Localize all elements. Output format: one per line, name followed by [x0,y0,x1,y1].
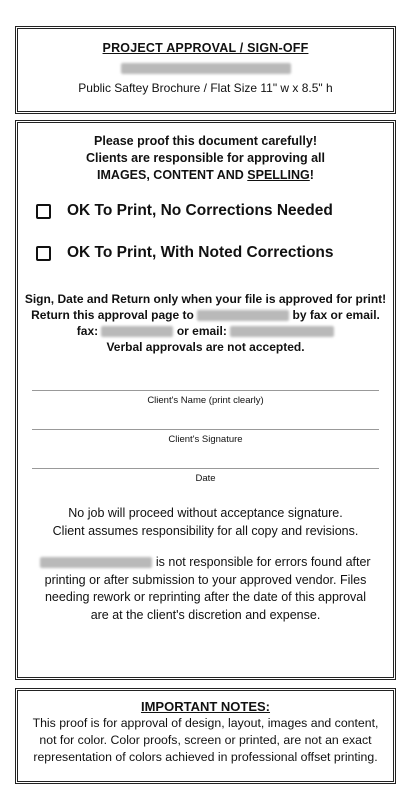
instruction-line-1: Sign, Date and Return only when your file is approved for print! [24,292,387,306]
date-label: Date [195,473,216,484]
client-name-label: Client's Name (print clearly) [147,395,264,406]
page-title: PROJECT APPROVAL / SIGN-OFF [102,41,309,55]
liability-disclaimer: is not responsible for errors found after printing or after submission to your approved vendor. Files needing rework or reprinting after the date of this approval are at the client's discretion and expense. [18,554,393,624]
return-instructions: Sign, Date and Return only when your file is approved for print! Return this approval page to by fax or email. fax: or email: Verbal approvals are not accepted. [18,291,393,355]
proof-line-3: IMAGES, CONTENT AND [97,168,248,182]
proof-line-2: Clients are responsible for approving all [86,151,325,165]
client-signature-label: Client's Signature [168,434,243,445]
redacted-company-logo-text [40,557,152,568]
redacted-fax-number [101,326,173,337]
redacted-email [230,326,334,337]
notes-title: IMPORTANT NOTES: [140,699,271,714]
project-approval-header [15,26,396,114]
verbal-approvals-note: Verbal approvals are not accepted. [106,340,305,354]
proof-instructions: Please proof this document carefully! Clients are responsible for approving all IMAGES, CONTENT AND SPELLING! [18,133,393,184]
client-name-line[interactable] [32,390,379,391]
checkbox-no-corrections[interactable] [36,204,51,219]
redacted-company-name [121,63,291,74]
signature-section [18,390,393,484]
notes-body: This proof is for approval of design, layout, images and content, not for color. Color proofs, screen or printed, are not an exact representation of colors achieved in professional offset printing. [32,716,379,764]
acceptance-notice: No job will proceed without acceptance signature. Client assumes responsibility for all copy and revisions. [52,506,359,538]
option-with-corrections[interactable] [36,244,393,262]
proof-line-1: Please proof this document carefully! [94,134,317,148]
client-signature-line[interactable] [32,429,379,430]
project-description: Public Saftey Brochure / Flat Size 11" w x 8.5" h [78,81,333,95]
redacted-recipient [197,310,289,321]
checkbox-with-corrections[interactable] [36,246,51,261]
option-with-corrections-label: OK To Print, With Noted Corrections [67,244,334,261]
option-no-corrections-label: OK To Print, No Corrections Needed [67,202,333,219]
date-line[interactable] [32,468,379,469]
spelling-emphasis: SPELLING [247,168,310,182]
approval-form [15,120,396,680]
important-notes [15,688,396,784]
option-no-corrections[interactable] [36,202,393,220]
